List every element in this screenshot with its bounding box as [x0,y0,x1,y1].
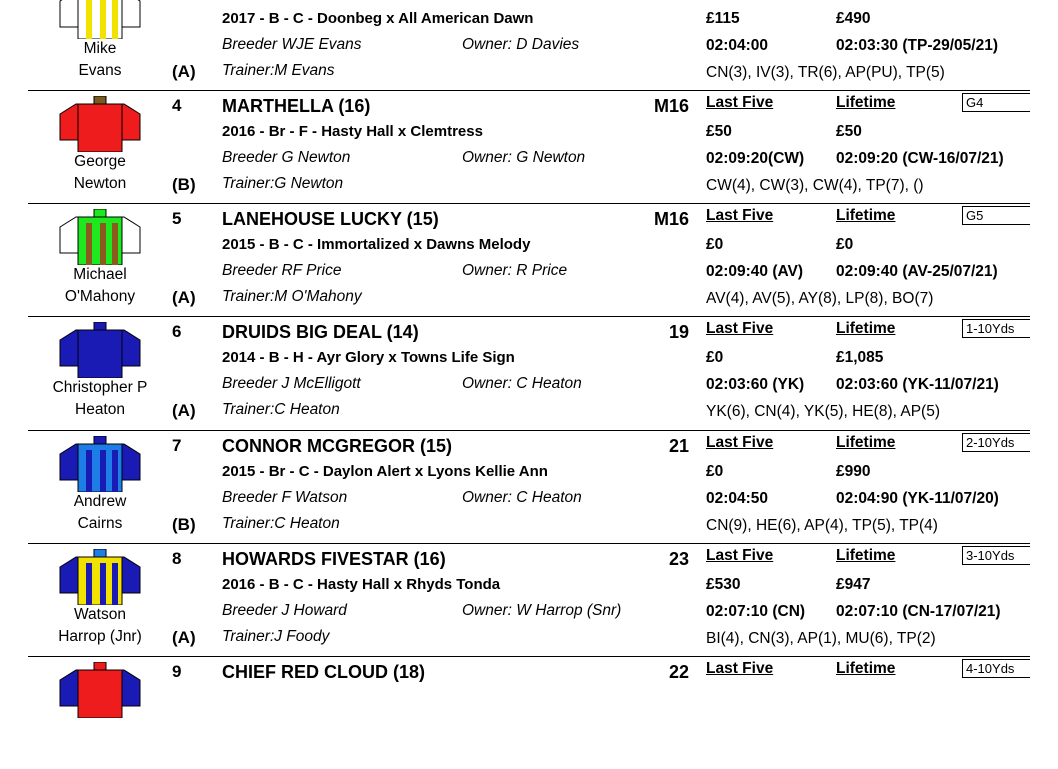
trap-band: (B) [172,515,196,534]
breeding-line: 2015 - B - C - Immortalized x Dawns Melody [222,236,531,253]
entry-divider [28,90,1030,91]
trap-band: (A) [172,288,196,307]
runner-entry [0,656,1058,769]
last-five-prize: £115 [706,10,740,27]
runner-number: 9 [172,662,182,681]
runner-number: 6 [172,322,182,341]
runner-entry [0,90,1058,203]
owner-text: Owner: C Heaton [462,489,582,506]
jockey-silks-icon [56,436,144,492]
horse-name: DRUIDS BIG DEAL (14) [222,322,419,342]
runner-entry [0,543,1058,656]
handicap-mark: 23 [668,549,689,569]
jockey-silks-icon [56,0,144,39]
lifetime-header: Lifetime [836,660,896,677]
trainer-text: Trainer:G Newton [222,175,344,192]
runner-entry [0,430,1058,543]
lifetime-header: Lifetime [836,320,896,337]
lifetime-prize: £0 [836,236,854,253]
lifetime-best-time: 02:03:30 (TP-29/05/21) [836,37,998,54]
lifetime-best-time: 02:03:60 (YK-11/07/21) [836,376,999,393]
last-five-best-time: 02:09:20(CW) [706,150,805,167]
horse-name: CONNOR MCGREGOR (15) [222,436,453,456]
runner-number: 5 [172,209,182,228]
grade-box: 3-10Yds [962,546,1030,565]
last-five-header: Last Five [706,320,774,337]
trap-band: (A) [172,62,196,81]
handicap-mark: 19 [668,322,689,342]
last-five-best-time: 02:09:40 (AV) [706,263,804,280]
lifetime-header: Lifetime [836,94,896,111]
owner-text: Owner: R Price [462,262,568,279]
breeder-text: Breeder WJE Evans [222,36,362,53]
lifetime-prize: £50 [836,123,862,140]
runner-entry [0,316,1058,429]
trap-band: (B) [172,175,196,194]
entry-divider [28,203,1030,204]
last-five-best-time: 02:03:60 (YK) [706,376,805,393]
jockey-last-name: Harrop (Jnr) [58,628,142,645]
breeding-line: 2014 - B - H - Ayr Glory x Towns Life Sign [222,349,515,366]
owner-text: Owner: D Davies [462,36,580,53]
grade-box: G5 [962,206,1030,225]
trainer-text: Trainer:M Evans [222,62,335,79]
handicap-mark: M16 [653,96,689,116]
horse-name: HOWARDS FIVESTAR (16) [222,549,446,569]
recent-form: AV(4), AV(5), AY(8), LP(8), BO(7) [706,290,934,307]
breeding-line: 2017 - B - C - Doonbeg x All American Dawn [222,10,534,27]
entry-divider [28,543,1030,544]
breeder-text: Breeder RF Price [222,262,342,279]
jockey-last-name: O'Mahony [64,288,136,305]
grade-box: G4 [962,93,1030,112]
entry-divider [28,430,1030,431]
runner-number: 4 [172,96,182,115]
lifetime-prize: £990 [836,463,871,480]
entry-divider [28,316,1030,317]
trainer-text: Trainer:J Foody [222,628,330,645]
jockey-last-name: Newton [73,175,127,192]
jockey-silks-icon [56,209,144,265]
jockey-silks-icon [56,322,144,378]
last-five-header: Last Five [706,207,774,224]
jockey-silks-icon [56,662,144,718]
recent-form: CN(3), IV(3), TR(6), AP(PU), TP(5) [706,64,945,81]
owner-text: Owner: W Harrop (Snr) [462,602,622,619]
jockey-silks-icon [56,96,144,152]
jockey-last-name: Cairns [77,515,123,532]
jockey-first-name: Mike [83,40,117,57]
lifetime-header: Lifetime [836,547,896,564]
last-five-header: Last Five [706,434,774,451]
lifetime-prize: £1,085 [836,349,884,366]
recent-form: CW(4), CW(3), CW(4), TP(7), () [706,177,924,194]
trainer-text: Trainer:C Heaton [222,515,340,532]
breeder-text: Breeder F Watson [222,489,348,506]
jockey-first-name: Christopher P [52,379,148,396]
lifetime-prize: £947 [836,576,871,593]
breeding-line: 2016 - B - C - Hasty Hall x Rhyds Tonda [222,576,501,593]
lifetime-best-time: 02:04:90 (YK-11/07/20) [836,490,999,507]
grade-box: 4-10Yds [962,659,1030,678]
runner-number: 8 [172,549,182,568]
handicap-mark: 22 [668,662,689,682]
horse-name: LANEHOUSE LUCKY (15) [222,209,439,229]
runner-entry [0,203,1058,316]
last-five-best-time: 02:04:50 [706,490,769,507]
last-five-best-time: 02:07:10 (CN) [706,603,806,620]
last-five-header: Last Five [706,94,774,111]
last-five-header: Last Five [706,547,774,564]
handicap-mark: M16 [653,209,689,229]
breeding-line: 2016 - Br - F - Hasty Hall x Clemtress [222,123,483,140]
trainer-text: Trainer:M O'Mahony [222,288,362,305]
lifetime-header: Lifetime [836,434,896,451]
breeder-text: Breeder J Howard [222,602,347,619]
jockey-first-name: Watson [74,606,126,623]
breeder-text: Breeder G Newton [222,149,351,166]
lifetime-prize: £490 [836,10,871,27]
trap-band: (A) [172,401,196,420]
horse-name: MARTHELLA (16) [222,96,371,116]
owner-text: Owner: G Newton [462,149,586,166]
horse-name: CHIEF RED CLOUD (18) [222,662,426,682]
last-five-prize: £0 [706,463,724,480]
breeder-text: Breeder J McElligott [222,375,361,392]
lifetime-header: Lifetime [836,207,896,224]
lifetime-best-time: 02:09:20 (CW-16/07/21) [836,150,1004,167]
last-five-best-time: 02:04:00 [706,37,769,54]
grade-box: 2-10Yds [962,433,1030,452]
breeding-line: 2015 - Br - C - Daylon Alert x Lyons Kellie Ann [222,463,548,480]
recent-form: CN(9), HE(6), AP(4), TP(5), TP(4) [706,517,938,534]
grade-box: 1-10Yds [962,319,1030,338]
trainer-text: Trainer:C Heaton [222,401,340,418]
recent-form: BI(4), CN(3), AP(1), MU(6), TP(2) [706,630,936,647]
handicap-mark: 21 [668,436,689,456]
last-five-header: Last Five [706,660,774,677]
last-five-prize: £0 [706,236,724,253]
trap-band: (A) [172,628,196,647]
last-five-prize: £530 [706,576,741,593]
jockey-first-name: Michael [73,266,127,283]
jockey-silks-icon [56,549,144,605]
runner-entry [0,0,1058,90]
jockey-first-name: Andrew [73,493,127,510]
entry-divider [28,656,1030,657]
runner-number: 7 [172,436,182,455]
jockey-first-name: George [74,153,126,170]
owner-text: Owner: C Heaton [462,375,582,392]
lifetime-best-time: 02:07:10 (CN-17/07/21) [836,603,1001,620]
last-five-prize: £0 [706,349,724,366]
last-five-prize: £50 [706,123,732,140]
lifetime-best-time: 02:09:40 (AV-25/07/21) [836,263,998,280]
jockey-last-name: Heaton [75,401,125,418]
recent-form: YK(6), CN(4), YK(5), HE(8), AP(5) [706,403,940,420]
jockey-last-name: Evans [78,62,122,79]
